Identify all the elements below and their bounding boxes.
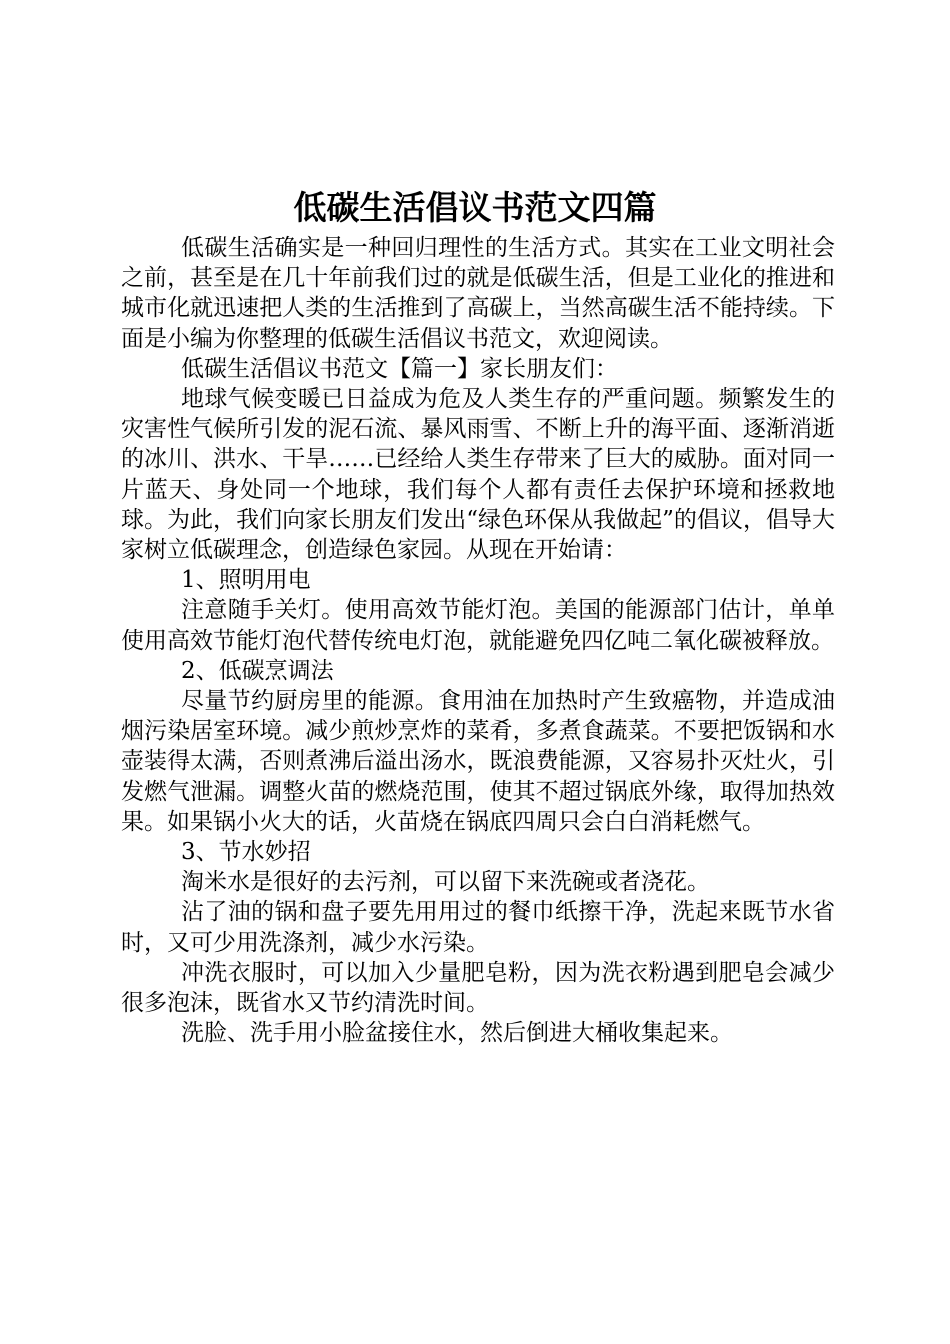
- paragraph-basin: 洗脸、洗手用小脸盆接住水，然后倒进大桶收集起来。: [181, 1020, 733, 1047]
- paragraph-oily-dishes: 沾了油的锅和盘子要先用用过的餐巾纸擦干净，洗起来既节水省时，又可少用洗涤剂，减少水污染。: [121, 899, 835, 956]
- paragraph-lighting: 注意随手关灯。使用高效节能灯泡。美国的能源部门估计，单单使用高效节能灯泡代替传统电灯泡，就能避免四亿吨二氧化碳被释放。: [121, 597, 835, 654]
- paragraph-intro: 低碳生活确实是一种回归理性的生活方式。其实在工业文明社会之前，甚至是在几十年前我们过的就是低碳生活，但是工业化的推进和城市化就迅速把人类的生活推到了高碳上，当然高碳生活不能持续。下面是小编为你整理的低碳生活倡议书范文，欢迎阅读。: [121, 235, 835, 352]
- paragraph-cooking: 尽量节约厨房里的能源。食用油在加热时产生致癌物，并造成油烟污染居室环境。减少煎炒烹炸的菜肴，多煮食蔬菜。不要把饭锅和水壶装得太满，否则煮沸后溢出汤水，既浪费能源，又容易扑灭灶火，引发燃气泄漏。调整火苗的燃烧范围，使其不超过锅底外缘，取得加热效果。如果锅小火大的话，火苗烧在锅底四周只会白白消耗燃气。: [121, 688, 835, 835]
- paragraph-rice-water: 淘米水是很好的去污剂，可以留下来洗碗或者浇花。: [181, 869, 710, 896]
- paragraph-laundry: 冲洗衣服时，可以加入少量肥皂粉，因为洗衣粉遇到肥皂会减少很多泡沫，既省水又节约清洗时间。: [121, 959, 835, 1017]
- document-title: 低碳生活倡议书范文四篇: [293, 188, 657, 227]
- item-heading-lighting: 1、照明用电: [181, 567, 311, 594]
- paragraph-section-heading: 低碳生活倡议书范文【篇一】家长朋友们：: [181, 355, 618, 382]
- item-heading-cooking: 2、低碳烹调法: [181, 657, 334, 684]
- document-body: [121, 233, 835, 1048]
- paragraph-climate: 地球气候变暖已日益成为危及人类生存的严重问题。频繁发生的灾害性气候所引发的泥石流、暴风雨雪、不断上升的海平面、逐渐消逝的冰川、洪水、干旱……已经给人类生存带来了巨大的威胁。面对同一片蓝天、身处同一个地球，我们每个人都有责任去保护环境和拯救地球。为此，我们向家长朋友们发出“绿色环保从我做起”的倡议，倡导大家树立低碳理念，创造绿色家园。从现在开始请：: [121, 386, 835, 564]
- item-heading-water: 3、节水妙招: [181, 839, 311, 866]
